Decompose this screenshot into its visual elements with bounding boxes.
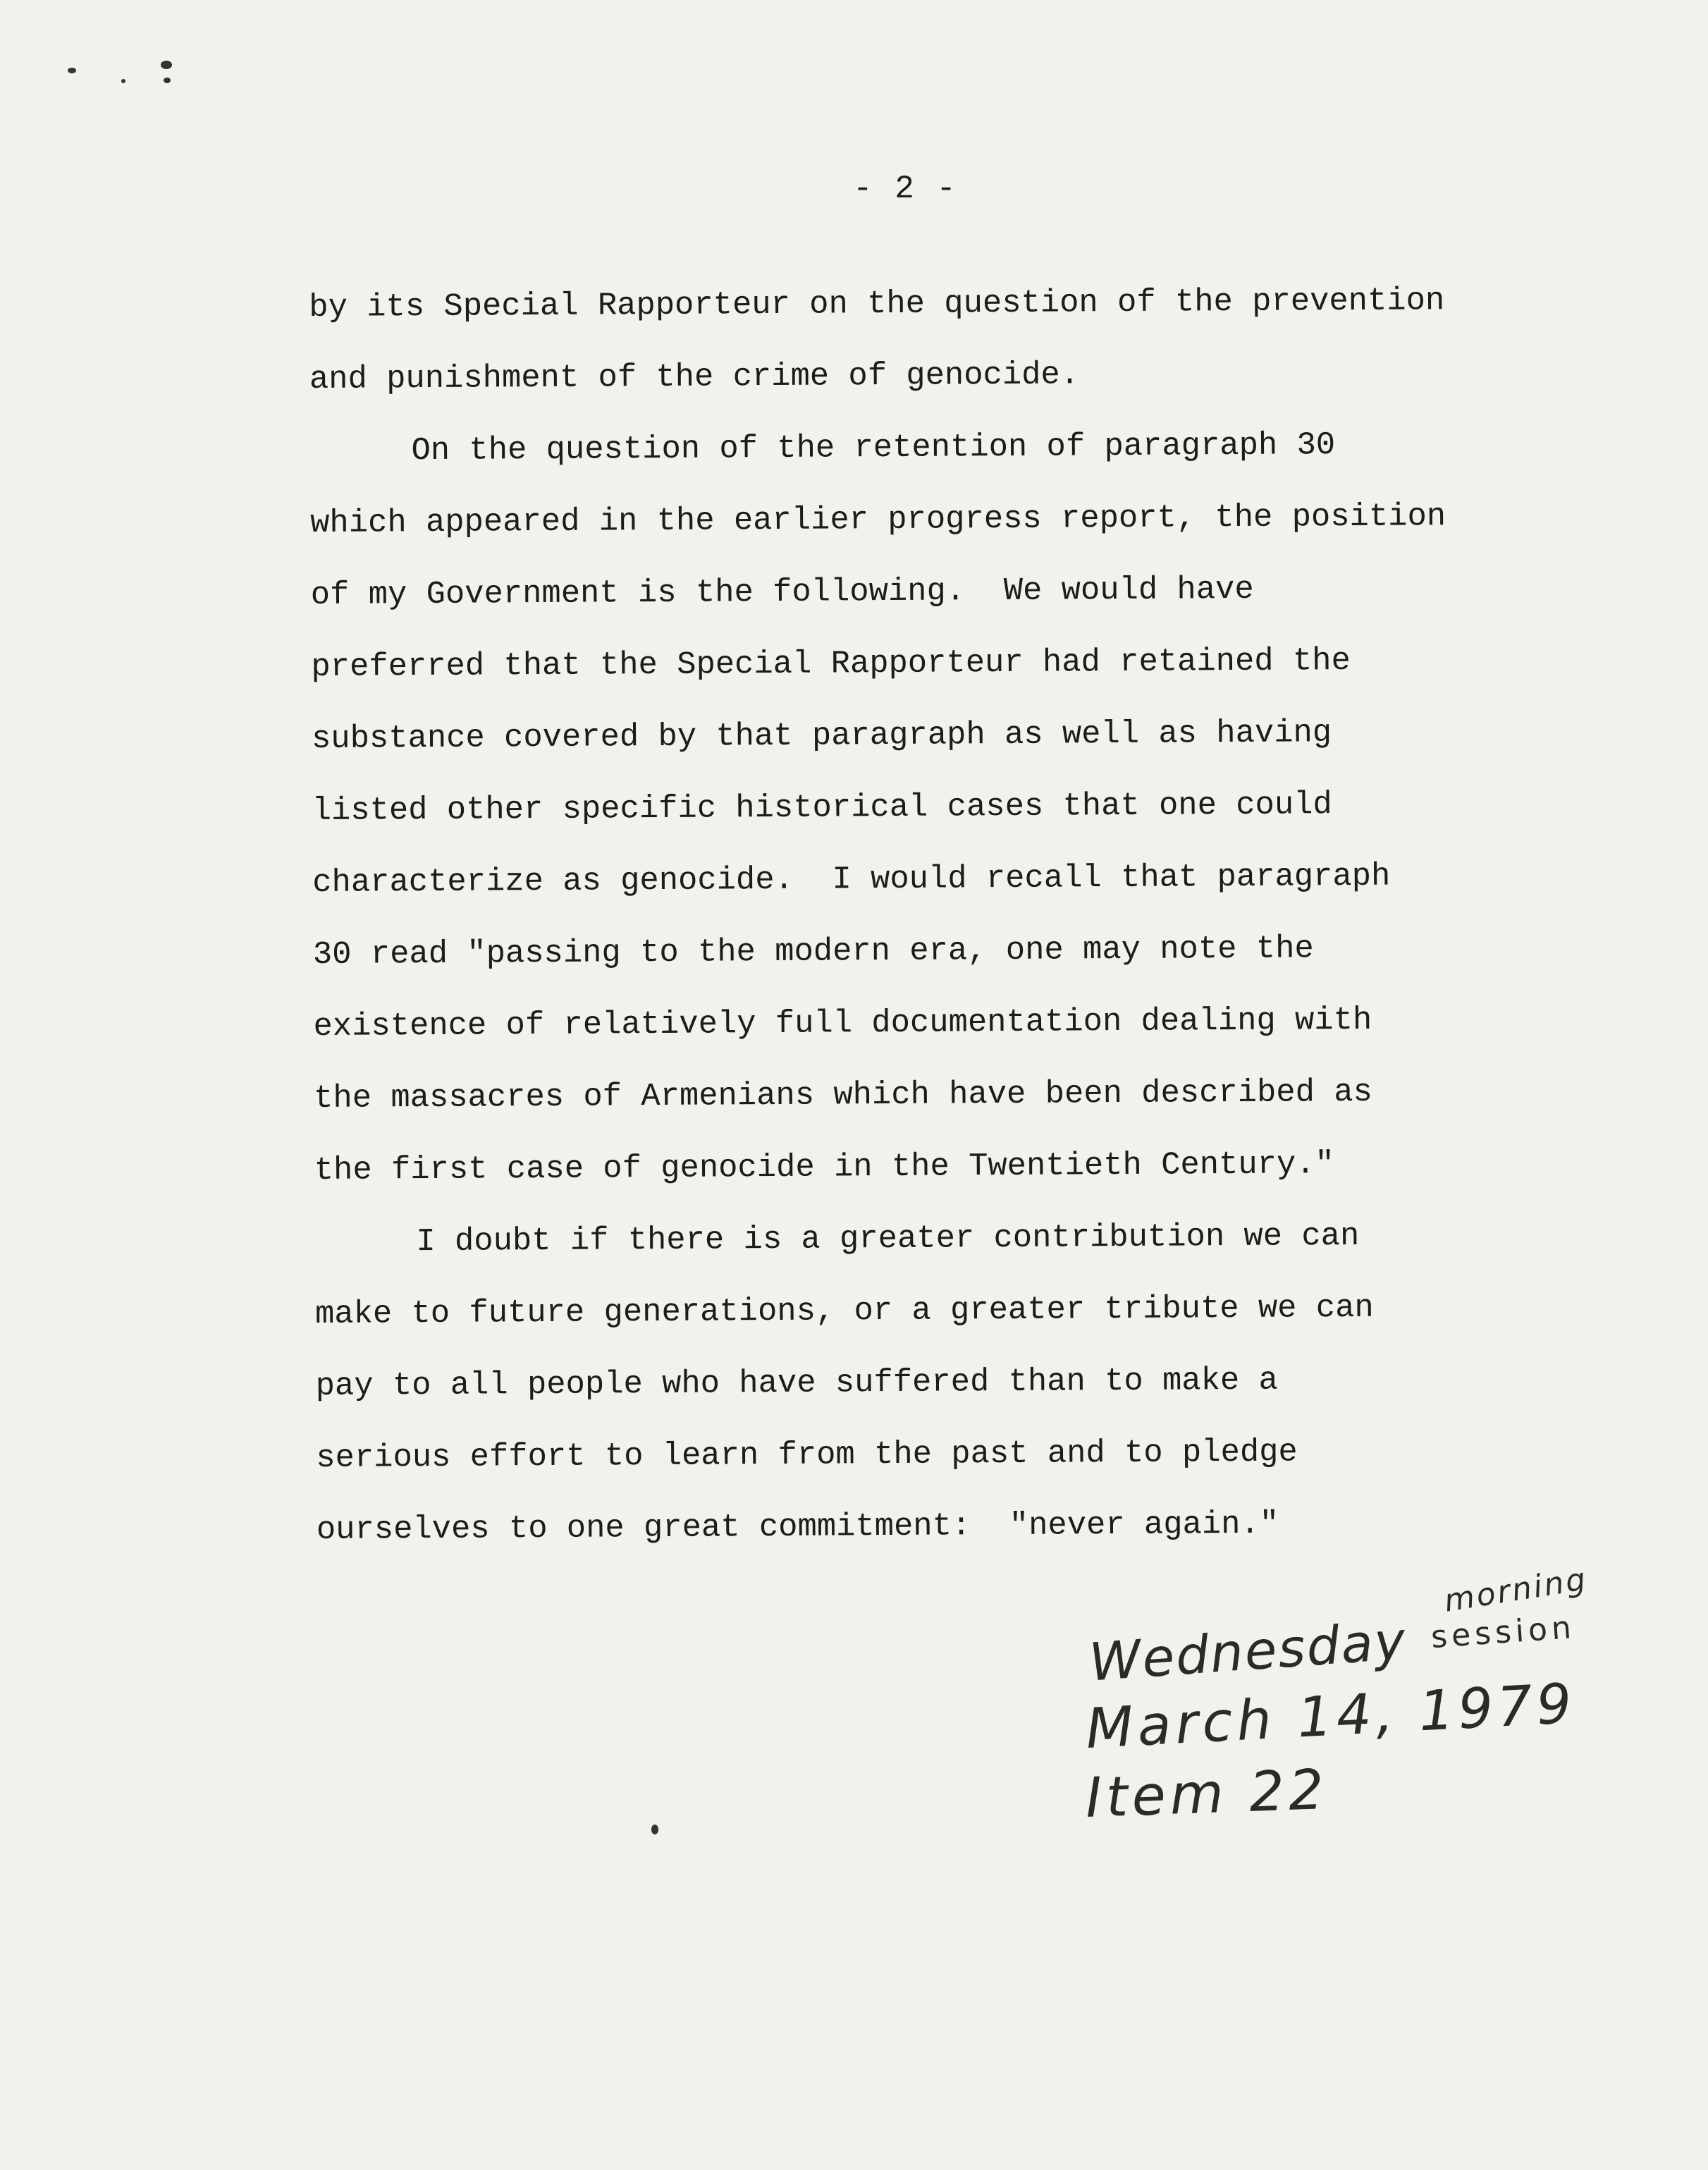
text-line: which appeared in the earlier progress report, the position [310, 498, 1446, 541]
text-line: serious effort to learn from the past and to pledge [316, 1433, 1298, 1476]
text-line: make to future generations, or a greater tribute we can [314, 1289, 1374, 1332]
text-line: ourselves to one great commitment: "never again." [316, 1505, 1279, 1548]
text-line: the first case of genocide in the Twentieth Century." [314, 1146, 1335, 1189]
text-line: the massacres of Armenians which have been described as [314, 1073, 1373, 1117]
handwritten-item: Item 22 [1084, 1758, 1329, 1830]
stray-mark [651, 1825, 658, 1834]
handwritten-session: session [1430, 1609, 1577, 1656]
text-line: listed other specific historical cases that one could [312, 786, 1332, 829]
punch-mark [164, 78, 171, 83]
punch-mark [68, 68, 76, 73]
text-line: characterize as genocide. I would recall that paragraph [312, 857, 1391, 901]
text-line: of my Government is the following. We would have [310, 570, 1254, 613]
text-line: and punishment of the crime of genocide. [309, 356, 1080, 398]
text-line: existence of relatively full documentation dealing with [313, 1001, 1372, 1045]
text-line: by its Special Rapporteur on the question of the prevention [309, 282, 1445, 326]
text-line: 30 read "passing to the modern era, one may note the [312, 930, 1314, 973]
handwritten-day: Wednesday [1087, 1610, 1409, 1693]
punch-mark [121, 79, 125, 83]
text-line: On the question of the retention of paragraph 30 [411, 427, 1336, 470]
text-line: pay to all people who have suffered than to make a [315, 1361, 1279, 1404]
body-text [309, 264, 1599, 1566]
text-line: preferred that the Special Rapporteur had retained the [311, 642, 1351, 685]
handwritten-morning: morning [1442, 1561, 1590, 1619]
handwritten-date: March 14, 1979 [1084, 1672, 1578, 1762]
text-line: substance covered by that paragraph as well as having [311, 714, 1332, 757]
page-number: - 2 - [853, 171, 958, 207]
punch-mark [161, 61, 172, 69]
text-line: I doubt if there is a greater contribution we can [416, 1217, 1360, 1261]
